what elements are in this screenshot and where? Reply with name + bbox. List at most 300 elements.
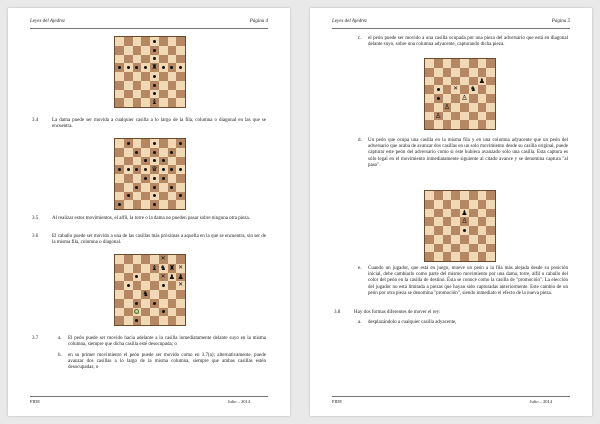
board-square xyxy=(133,281,142,290)
board-square xyxy=(469,244,478,253)
move-dot-icon xyxy=(144,168,147,171)
board-square xyxy=(115,281,124,290)
blocked-cross-icon: ✕ xyxy=(160,255,166,262)
board-square xyxy=(469,217,478,226)
board-square xyxy=(176,72,185,81)
board-square xyxy=(176,273,185,282)
board-square xyxy=(141,192,150,201)
board-square xyxy=(168,316,177,325)
board-square xyxy=(425,68,434,77)
board-square xyxy=(133,157,142,166)
board-square xyxy=(451,77,460,86)
board-square xyxy=(133,63,142,72)
board-square xyxy=(486,226,495,235)
board-square xyxy=(451,103,460,112)
board-square xyxy=(486,112,495,121)
board-square xyxy=(478,68,487,77)
board-square xyxy=(133,55,142,64)
rook-move-diagram xyxy=(114,36,186,108)
page-header xyxy=(30,18,268,29)
board-square xyxy=(141,148,150,157)
board-square xyxy=(133,139,142,148)
board-square xyxy=(159,37,168,46)
footer-org: FIDE xyxy=(30,399,40,404)
board-square xyxy=(124,264,133,273)
board-square xyxy=(124,81,133,90)
board-square xyxy=(486,191,495,200)
board-square xyxy=(150,139,159,148)
board-square xyxy=(159,98,168,107)
board-square xyxy=(425,244,434,253)
move-dot-icon xyxy=(170,168,173,171)
board-square xyxy=(115,290,124,299)
move-dot-icon xyxy=(162,284,165,287)
board-square xyxy=(150,37,159,46)
board-square xyxy=(150,72,159,81)
move-dot-icon xyxy=(127,284,130,287)
board-square xyxy=(115,316,124,325)
board-square xyxy=(115,55,124,64)
board-square xyxy=(469,226,478,235)
board-square xyxy=(133,316,142,325)
board-square xyxy=(150,281,159,290)
section-number: 3.6 xyxy=(32,234,39,239)
move-dot-icon xyxy=(153,49,156,52)
move-dot-icon xyxy=(179,194,182,197)
board-square xyxy=(451,94,460,103)
board-square xyxy=(460,226,469,235)
chess-piece-icon: ♞ xyxy=(142,290,149,298)
board-square xyxy=(124,281,133,290)
board-square xyxy=(486,77,495,86)
page-number: Página 5 xyxy=(551,19,570,24)
section-3-4-text: La dama puede ser movida a cualquier casilla a lo largo de la fila, columna o diagonal en las que se encuentra. xyxy=(52,118,266,130)
board-square xyxy=(159,281,168,290)
chess-piece-icon: ♙ xyxy=(461,94,468,102)
board-square xyxy=(133,308,142,317)
move-dot-icon xyxy=(153,92,156,95)
board-square xyxy=(176,139,185,148)
board-square xyxy=(176,165,185,174)
move-dot-icon xyxy=(135,302,138,305)
board-square xyxy=(469,200,478,209)
board-square xyxy=(133,255,142,264)
move-dot-icon xyxy=(162,159,165,162)
board-square xyxy=(168,255,177,264)
board-square xyxy=(124,165,133,174)
board-square xyxy=(469,68,478,77)
board-square xyxy=(443,252,452,261)
board-square xyxy=(460,112,469,121)
board-square xyxy=(478,244,487,253)
board-square xyxy=(168,290,177,299)
left-page xyxy=(8,8,290,416)
board-square xyxy=(443,235,452,244)
board-square xyxy=(451,59,460,68)
board-square xyxy=(115,200,124,209)
chess-piece-icon: ♙ xyxy=(434,111,442,120)
board-square xyxy=(124,290,133,299)
board-square xyxy=(176,81,185,90)
board-square xyxy=(150,81,159,90)
board-square xyxy=(141,72,150,81)
board-square xyxy=(133,81,142,90)
board-square xyxy=(141,81,150,90)
board-square xyxy=(469,77,478,86)
board-square xyxy=(434,252,443,261)
board-square xyxy=(176,316,185,325)
board-square xyxy=(150,157,159,166)
board-square xyxy=(443,85,452,94)
board-square xyxy=(115,299,124,308)
move-dot-icon xyxy=(153,159,156,162)
board-square xyxy=(141,46,150,55)
board-square xyxy=(434,209,443,218)
board-square xyxy=(115,37,124,46)
board-square xyxy=(469,120,478,129)
move-dot-icon xyxy=(153,194,156,197)
board-square xyxy=(133,299,142,308)
queen-move-diagram xyxy=(114,138,186,210)
board-square xyxy=(159,273,168,282)
board-square xyxy=(133,183,142,192)
section-number: 3.5 xyxy=(32,216,39,221)
board-square xyxy=(115,63,124,72)
board-square xyxy=(176,55,185,64)
board-square xyxy=(124,255,133,264)
board-square xyxy=(176,148,185,157)
board-square xyxy=(425,226,434,235)
board-square xyxy=(176,200,185,209)
board-square xyxy=(176,192,185,201)
board-square xyxy=(425,191,434,200)
board-square xyxy=(168,192,177,201)
move-dot-icon xyxy=(153,302,156,305)
chess-piece-icon: ♙ xyxy=(443,102,451,111)
board-square xyxy=(443,77,452,86)
blocked-cross-icon: ✕ xyxy=(178,281,184,289)
board-square xyxy=(141,255,150,264)
board-square xyxy=(124,63,133,72)
board-square xyxy=(176,308,185,317)
board-square xyxy=(443,244,452,253)
board-square xyxy=(486,200,495,209)
board-square xyxy=(115,90,124,99)
section-3-6-text: El caballo puede ser movido a una de las casillas más próximas a aquella en la que se encuentra, sin ser de la misma fila, columna o diagonal. xyxy=(52,234,266,246)
board-square xyxy=(486,252,495,261)
move-dot-icon xyxy=(170,66,173,69)
board-square xyxy=(150,183,159,192)
board-square xyxy=(124,200,133,209)
board-square xyxy=(460,200,469,209)
move-dot-icon xyxy=(118,66,121,69)
move-dot-icon xyxy=(153,186,156,189)
board-square xyxy=(451,252,460,261)
board-square xyxy=(434,68,443,77)
board-square xyxy=(159,139,168,148)
board-square xyxy=(168,281,177,290)
knight-move-diagram xyxy=(114,254,186,326)
board-square xyxy=(124,174,133,183)
board-square xyxy=(176,46,185,55)
board-square xyxy=(460,59,469,68)
board-square xyxy=(176,183,185,192)
board-square xyxy=(124,192,133,201)
move-dot-icon xyxy=(437,97,440,100)
board-square xyxy=(469,235,478,244)
board-square xyxy=(168,55,177,64)
page-number: Página 4 xyxy=(249,19,268,24)
board-square xyxy=(141,273,150,282)
board-square xyxy=(451,120,460,129)
board-square xyxy=(168,81,177,90)
board-square xyxy=(168,308,177,317)
move-dot-icon xyxy=(144,159,147,162)
board-square xyxy=(478,94,487,103)
board-square xyxy=(469,252,478,261)
board-square xyxy=(159,55,168,64)
item-label: a. xyxy=(58,336,62,341)
page-header xyxy=(332,18,570,29)
board-square xyxy=(434,112,443,121)
move-dot-icon xyxy=(135,168,138,171)
board-square xyxy=(434,191,443,200)
board-square xyxy=(159,72,168,81)
board-square xyxy=(159,299,168,308)
chess-piece-icon: ♜ xyxy=(151,63,158,72)
board-square xyxy=(478,209,487,218)
move-dot-icon xyxy=(437,88,440,91)
board-square xyxy=(486,85,495,94)
move-dot-icon xyxy=(463,229,466,232)
board-square xyxy=(478,103,487,112)
board-square xyxy=(443,112,452,121)
board-square xyxy=(133,264,142,273)
board-square xyxy=(159,81,168,90)
board-square xyxy=(133,200,142,209)
board-square xyxy=(486,68,495,77)
board-square xyxy=(141,174,150,183)
move-dot-icon xyxy=(127,66,130,69)
board-square xyxy=(425,217,434,226)
board-square xyxy=(124,72,133,81)
board-square xyxy=(425,77,434,86)
board-square xyxy=(460,77,469,86)
board-square xyxy=(168,37,177,46)
chess-piece-icon: ♜ xyxy=(168,263,176,272)
board-square xyxy=(141,281,150,290)
board-square xyxy=(460,191,469,200)
board-square xyxy=(150,255,159,264)
board-square xyxy=(451,244,460,253)
board-square xyxy=(150,290,159,299)
board-square xyxy=(460,68,469,77)
board-square xyxy=(451,217,460,226)
move-dot-icon xyxy=(135,319,138,322)
move-dot-icon xyxy=(153,57,156,60)
board-square xyxy=(115,273,124,282)
board-square xyxy=(486,217,495,226)
chess-piece-icon: ♙ xyxy=(461,217,468,226)
board-square xyxy=(451,200,460,209)
board-square xyxy=(469,209,478,218)
board-square xyxy=(115,183,124,192)
board-square xyxy=(133,148,142,157)
board-square xyxy=(443,103,452,112)
board-square xyxy=(451,68,460,77)
board-square xyxy=(176,299,185,308)
board-square xyxy=(159,192,168,201)
board-square xyxy=(168,183,177,192)
board-square xyxy=(176,37,185,46)
board-square xyxy=(150,55,159,64)
chess-piece-icon: ♛ xyxy=(151,165,158,174)
move-dot-icon xyxy=(118,168,121,171)
board-square xyxy=(443,226,452,235)
board-square xyxy=(124,37,133,46)
board-square xyxy=(434,200,443,209)
move-dot-icon xyxy=(127,142,130,145)
board-square xyxy=(115,81,124,90)
board-square xyxy=(168,63,177,72)
board-square xyxy=(159,290,168,299)
board-square xyxy=(159,148,168,157)
board-square xyxy=(168,46,177,55)
board-square xyxy=(478,252,487,261)
move-dot-icon xyxy=(162,168,165,171)
move-dot-icon xyxy=(153,177,156,180)
board-square xyxy=(133,290,142,299)
board-square xyxy=(460,244,469,253)
board-square xyxy=(469,112,478,121)
board-square xyxy=(460,217,469,226)
board-square xyxy=(478,85,487,94)
section-3-7e-text: Cuando un jugador, que está en juego, mueve un peón a la fila más alejada desde su posición inicial, debe cambiarlo como parte del mismo movimiento por una dama, torre, alfil o caballo del color del peón en la casilla de destino. Ésta se conoce como la casilla de "promoción". La elección del jugador no está limitada a piezas que hayan sido capturadas anteriormente. Este cambio de un peón por otra pieza se denomina "promoción", siendo inmediato el efecto de la nueva pieza. xyxy=(368,266,568,296)
chess-piece-icon: ♟ xyxy=(478,76,486,85)
move-dot-icon xyxy=(127,194,130,197)
board-square xyxy=(133,72,142,81)
board-square xyxy=(469,103,478,112)
move-dot-icon xyxy=(144,177,147,180)
board-square xyxy=(176,157,185,166)
board-square xyxy=(460,94,469,103)
item-label: b. xyxy=(58,353,62,358)
board-square xyxy=(168,139,177,148)
board-square xyxy=(434,120,443,129)
board-square xyxy=(434,59,443,68)
board-square xyxy=(141,90,150,99)
board-square xyxy=(124,308,133,317)
board-square xyxy=(159,264,168,273)
blocked-cross-icon: ✕ xyxy=(178,263,184,271)
board-square xyxy=(141,299,150,308)
board-square xyxy=(150,192,159,201)
chess-piece-icon: ♘ xyxy=(133,307,141,316)
board-square xyxy=(150,316,159,325)
board-square xyxy=(168,264,177,273)
board-square xyxy=(460,252,469,261)
board-square xyxy=(159,174,168,183)
chess-piece-icon: ♟ xyxy=(461,208,468,217)
chess-piece-icon: ♝ xyxy=(151,98,158,107)
board-square xyxy=(150,148,159,157)
move-dot-icon xyxy=(179,142,182,145)
board-square xyxy=(425,94,434,103)
board-square xyxy=(141,157,150,166)
board-square xyxy=(115,255,124,264)
board-square xyxy=(168,148,177,157)
board-square xyxy=(124,316,133,325)
board-square xyxy=(159,255,168,264)
section-3-7b-text: en su primer movimiento el peón puede ser movido como en 3.7(a); alternativamente, puede avanzar dos casillas a lo largo de la misma columna, siempre que ambas casillas estén desocupadas; o xyxy=(68,353,266,371)
board-square xyxy=(115,174,124,183)
board-square xyxy=(425,200,434,209)
board-square xyxy=(469,59,478,68)
board-square xyxy=(176,98,185,107)
board-square xyxy=(460,209,469,218)
chess-piece-icon: ♝ xyxy=(151,263,158,272)
board-square xyxy=(176,281,185,290)
board-square xyxy=(133,98,142,107)
board-square xyxy=(443,59,452,68)
board-square xyxy=(141,200,150,209)
move-dot-icon xyxy=(162,310,165,313)
board-square xyxy=(115,264,124,273)
board-square xyxy=(434,235,443,244)
board-square xyxy=(460,235,469,244)
chess-piece-icon: ♟ xyxy=(168,272,176,281)
board-square xyxy=(486,209,495,218)
board-square xyxy=(425,209,434,218)
board-square xyxy=(443,94,452,103)
board-square xyxy=(176,63,185,72)
header-title: Leyes del Ajedrez xyxy=(30,19,65,24)
board-square xyxy=(150,308,159,317)
board-square xyxy=(124,273,133,282)
board-square xyxy=(133,46,142,55)
board-square xyxy=(159,316,168,325)
board-square xyxy=(443,68,452,77)
move-dot-icon xyxy=(135,275,138,278)
board-square xyxy=(176,174,185,183)
footer-date: Julio – 2014 xyxy=(227,399,250,404)
move-dot-icon xyxy=(153,75,156,78)
board-square xyxy=(141,139,150,148)
board-square xyxy=(168,157,177,166)
board-square xyxy=(451,226,460,235)
section-3-7c-text: el peón puede ser movido a una casilla ocupada por una pieza del adversario que está en diagonal delante suyo, sobre una columna adyacente, capturando dicha pieza. xyxy=(368,36,568,48)
board-square xyxy=(478,191,487,200)
board-square xyxy=(168,72,177,81)
board-square xyxy=(434,103,443,112)
move-dot-icon xyxy=(170,151,173,154)
board-square xyxy=(141,165,150,174)
board-square xyxy=(443,209,452,218)
board-square xyxy=(133,165,142,174)
footer-org: FIDE xyxy=(332,399,342,404)
board-square xyxy=(478,226,487,235)
section-number: 3.4 xyxy=(32,118,39,123)
move-dot-icon xyxy=(179,168,182,171)
board-square xyxy=(150,98,159,107)
board-square xyxy=(141,290,150,299)
right-page xyxy=(310,8,592,416)
move-dot-icon xyxy=(153,84,156,87)
board-square xyxy=(443,217,452,226)
header-title: Leyes del Ajedrez xyxy=(332,19,367,24)
board-square xyxy=(133,37,142,46)
item-label: a. xyxy=(358,320,362,325)
